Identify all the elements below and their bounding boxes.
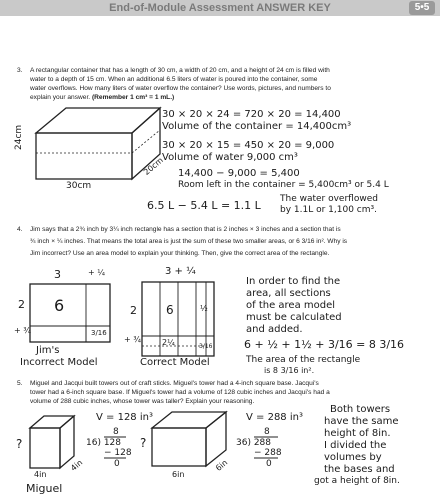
miguel-div-quotient: 8 — [113, 427, 119, 437]
miguel-division: 16) 128 — [86, 438, 122, 448]
q4-explanation-6: 6 + ½ + 1½ + 3/16 = 8 3/16 — [244, 338, 405, 351]
q3-work-line-6: Room left in the container = 5,400cm³ or 5.4 L — [178, 180, 389, 190]
q4-text-line-3: Jim incorrect? Use an area model to explain your thinking. Then, give the correct area of the rectangle. — [30, 250, 330, 257]
q3-work-line-9: by 1.1L or 1,100 cm³. — [280, 205, 377, 215]
q5-text-line-3: volume of 288 cubic inches, whose tower was taller? Explain your reasoning. — [30, 398, 255, 405]
jacqui-div-quotient: 8 — [264, 427, 270, 437]
q3-work-line-5: 14,400 − 9,000 = 5,400 — [178, 168, 300, 179]
q3-work-line-3: 30 × 20 × 15 = 450 × 20 = 9,000 — [162, 140, 335, 151]
jim-side-fraction: + ¾ — [14, 326, 31, 335]
q4-explanation-2: area, all sections — [246, 288, 331, 299]
q3-remember-note: (Remember 1 cm³ = 1 mL.) — [91, 94, 175, 101]
q3-work-line-1: 30 × 20 × 24 = 720 × 20 = 14,400 — [162, 109, 341, 120]
miguel-subtraction: − 128 — [104, 448, 132, 458]
q5-text-line-1: Miguel and Jacqui built towers out of craft sticks. Miguel's tower had a 4-inch square base. Jacqui's — [30, 380, 319, 387]
miguel-remainder: 0 — [114, 459, 120, 469]
jacqui-remainder: 0 — [266, 459, 272, 469]
correct-top-label: 3 + ¼ — [165, 266, 196, 277]
q3-work-line-4: Volume of water 9,000 cm³ — [162, 152, 298, 163]
jacqui-base-width: 6in — [214, 458, 230, 473]
jim-caption-1: Jim's — [36, 345, 60, 356]
q4-text-line-2: ¾ inch × ¼ inches. That means the total area is just the sum of these two smaller areas, or 6 3/16 in². Why is — [30, 238, 348, 245]
correct-side-2: 2 — [130, 304, 137, 317]
q4-explanation-5: and added. — [246, 324, 303, 335]
correct-cell-half: ½ — [200, 304, 208, 313]
miguel-name: Miguel — [26, 482, 63, 495]
container-height-label: 24cm — [14, 124, 24, 150]
miguel-height-unknown: ? — [16, 437, 23, 451]
header-title: End-of-Module Assessment ANSWER KEY — [109, 2, 331, 14]
correct-cell-small: 3/16 — [199, 343, 213, 350]
q5-explanation-1: Both towers — [330, 404, 391, 415]
jacqui-volume: V = 288 in³ — [246, 412, 303, 423]
module-badge: 5•5 — [409, 1, 435, 15]
q5-explanation-2: have the same — [324, 416, 399, 427]
q5-explanation-4: I divided the — [324, 440, 387, 451]
container-width-label: 20cm — [142, 155, 165, 177]
correct-cell-6: 6 — [166, 303, 174, 317]
q4-explanation-7: The area of the rectangle — [246, 355, 361, 365]
jacqui-division: 36) 288 — [236, 438, 272, 448]
q4-explanation-3: of the area model — [246, 300, 336, 311]
jacqui-subtraction: − 288 — [254, 448, 282, 458]
jacqui-base-length: 6in — [172, 470, 185, 479]
jim-caption-2: Incorrect Model — [20, 357, 98, 368]
q3-text-line-3: water overflows. How many liters of water overflow the container? Use words, pictures, and numbers to — [30, 85, 331, 92]
miguel-base-length: 4in — [34, 470, 47, 479]
correct-cell-2q: 2¼ — [162, 338, 175, 347]
correct-side-fraction: + ¾ — [124, 335, 141, 344]
q5-number: 5. — [17, 380, 23, 387]
q5-explanation-5: volumes by — [324, 452, 382, 463]
jim-cell-6: 6 — [54, 296, 65, 315]
q5-explanation-3: height of 8in. — [324, 428, 391, 439]
q4-explanation-4: must be calculated — [246, 312, 342, 323]
correct-caption: Correct Model — [140, 357, 210, 368]
container-length-label: 30cm — [66, 181, 92, 191]
q3-work-line-7: 6.5 L − 5.4 L = 1.1 L — [147, 199, 261, 212]
miguel-volume: V = 128 in³ — [96, 412, 153, 423]
q3-text-line-2: water to a depth of 15 cm. When an additional 6.5 liters of water is poured into the container, some — [30, 76, 318, 83]
jacqui-height-unknown: ? — [140, 436, 147, 450]
jim-side-2: 2 — [18, 298, 25, 311]
q4-explanation-1: In order to find the — [246, 276, 341, 287]
miguel-base-width: 4in — [69, 458, 85, 473]
jim-top-fraction: + ¼ — [88, 268, 105, 277]
q4-explanation-8: is 8 3/16 in². — [264, 366, 315, 375]
q3-text-line-1: A rectangular container that has a length of 30 cm, a width of 20 cm, and a height of 24 cm is filled with — [30, 67, 330, 74]
q3-work-line-2: Volume of the container = 14,400cm³ — [162, 121, 352, 132]
jim-cell-small: 3/16 — [91, 329, 107, 337]
q5-explanation-7: got a height of 8in. — [314, 476, 400, 486]
q5-text-line-2: tower had a 6-inch square base. If Miguel's tower had a volume of 128 cubic inches and Jacqui's had a — [30, 389, 330, 396]
q3-work-line-8: The water overflowed — [280, 194, 378, 204]
jim-top-3: 3 — [54, 268, 61, 281]
q5-explanation-6: the bases and — [324, 464, 395, 475]
q4-number: 4. — [17, 226, 23, 233]
q3-text-line-4-main: explain your answer. — [30, 94, 91, 101]
q3-number: 3. — [17, 67, 23, 74]
q4-text-line-1: Jim says that a 2¾ inch by 3¼ inch rectangle has a section that is 2 inches × 3 inches and a section that is — [30, 226, 341, 233]
